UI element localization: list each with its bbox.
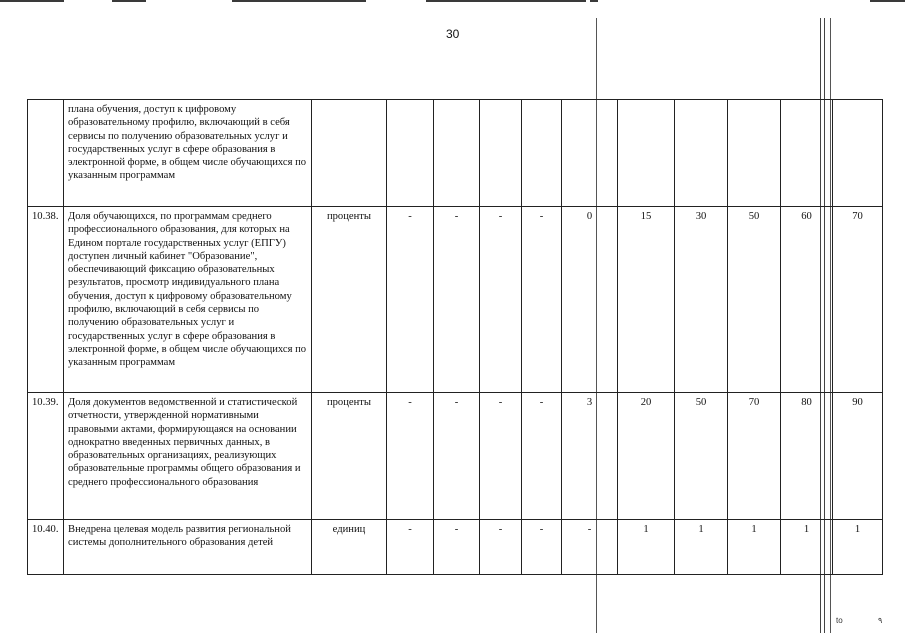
value-cell — [618, 100, 675, 207]
table-body — [28, 100, 883, 575]
value-cell — [480, 100, 522, 207]
indicator-description: Доля документов ведомственной и статистической отчетности, утвержденной нормативными правовыми актами, формирующаяся на основании однократно введенных первичных данных, в образовательных организациях, реализующих образовательные программы общего образования и среднего профессионального образования — [64, 393, 312, 520]
value-cell — [562, 100, 618, 207]
value-cell: 1 — [781, 520, 833, 575]
indicator-description: плана обучения, доступ к цифровому образовательному профилю, включающий в себя сервисы по получению образовательных услуг и государственных услуг в сфере образования в электронной форме, в общем числе обучающихся по указанным программам — [64, 100, 312, 207]
value-cell: - — [562, 520, 618, 575]
table-row — [28, 393, 883, 520]
value-cell — [781, 100, 833, 207]
table-row — [28, 207, 883, 393]
value-cell: 1 — [618, 520, 675, 575]
value-cell: 1 — [675, 520, 728, 575]
value-cell: 30 — [675, 207, 728, 393]
value-cell: 50 — [675, 393, 728, 520]
value-cell: 0 — [562, 207, 618, 393]
row-number: 10.40. — [28, 520, 64, 575]
row-number: 10.39. — [28, 393, 64, 520]
value-cell: 50 — [728, 207, 781, 393]
value-cell: 15 — [618, 207, 675, 393]
value-cell: 90 — [833, 393, 883, 520]
value-cell: - — [434, 207, 480, 393]
value-cell: - — [387, 520, 434, 575]
scan-artifact-line — [870, 0, 905, 2]
scan-artifact-line — [426, 0, 586, 2]
value-cell: - — [434, 393, 480, 520]
indicator-description: Внедрена целевая модель развития региональной системы дополнительного образования детей — [64, 520, 312, 575]
scan-artifact-line — [112, 0, 146, 2]
value-cell: 60 — [781, 207, 833, 393]
value-cell: - — [387, 207, 434, 393]
value-cell: 3 — [562, 393, 618, 520]
value-cell: - — [434, 520, 480, 575]
value-cell — [387, 100, 434, 207]
value-cell: - — [387, 393, 434, 520]
value-cell: - — [480, 393, 522, 520]
value-cell — [675, 100, 728, 207]
value-cell: 70 — [833, 207, 883, 393]
value-cell — [434, 100, 480, 207]
value-cell: 80 — [781, 393, 833, 520]
value-cell — [522, 100, 562, 207]
value-cell — [728, 100, 781, 207]
value-cell — [833, 100, 883, 207]
unit-cell: проценты — [312, 393, 387, 520]
row-number — [28, 100, 64, 207]
value-cell: 20 — [618, 393, 675, 520]
corner-mark: ٩ — [878, 616, 883, 625]
value-cell: - — [522, 393, 562, 520]
indicator-description: Доля обучающихся, по программам среднего профессионального образования, для которых на Едином портале государственных услуг (ЕПГУ) доступен личный кабинет "Образование", обеспечивающий фиксацию образовательных результатов, просмотр индивидуального плана обучения, доступ к цифровому образовательному профилю, включающий в себя сервисы по получению образовательных услуг и государственных услуг в сфере образования в электронной форме, в общем числе обучающихся по указанным программам — [64, 207, 312, 393]
table-row — [28, 520, 883, 575]
table-row — [28, 100, 883, 207]
value-cell: 70 — [728, 393, 781, 520]
value-cell: - — [522, 520, 562, 575]
page-number: 30 — [446, 27, 460, 41]
indicator-table — [27, 99, 883, 575]
scan-artifact-line — [590, 0, 598, 2]
row-number: 10.38. — [28, 207, 64, 393]
corner-mark: to — [836, 616, 843, 625]
value-cell: 1 — [833, 520, 883, 575]
scan-artifact-line — [0, 0, 64, 2]
value-cell: 1 — [728, 520, 781, 575]
scan-artifact-line — [232, 0, 366, 2]
unit-cell: проценты — [312, 207, 387, 393]
unit-cell: единиц — [312, 520, 387, 575]
value-cell: - — [522, 207, 562, 393]
value-cell: - — [480, 520, 522, 575]
value-cell: - — [480, 207, 522, 393]
unit-cell — [312, 100, 387, 207]
